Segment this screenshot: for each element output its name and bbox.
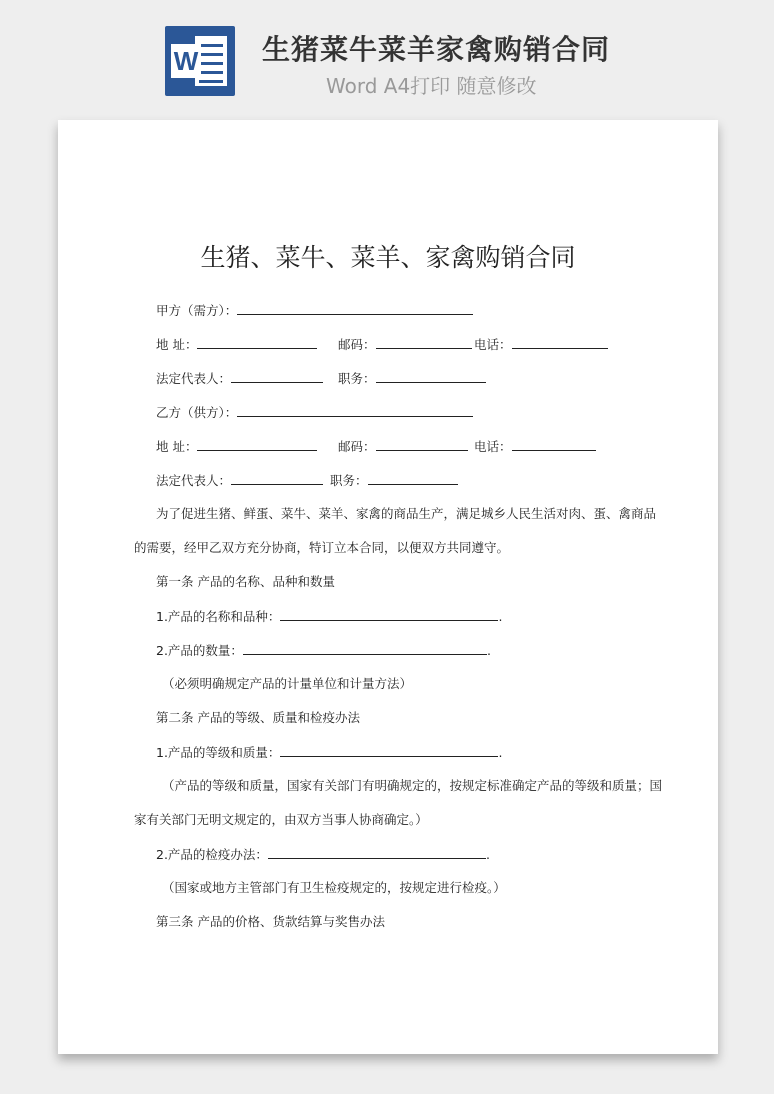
word-doc-icon [165,26,235,96]
party-b-position-line [330,471,458,490]
party-b-address-blank[interactable] [197,437,317,451]
article-2-note-2: （国家或地方主管部门有卫生检疫规定的，按规定进行检疫。） [162,880,506,895]
article-2-item-1-period: . [498,745,503,760]
party-a-address-line [156,335,317,354]
article-2-note-1-line-1: （产品的等级和质量，国家有关部门有明确规定的，按规定标准确定产品的等级和质量；国 [162,778,663,793]
party-a-postcode-blank[interactable] [376,335,472,349]
article-1-item-2-label: 2.产品的数量： [156,643,243,658]
article-3-title: 第三条 产品的价格、货款结算与奖售办法 [156,914,385,929]
article-1-item-1-blank[interactable] [280,607,498,621]
party-b-line [156,403,473,422]
party-b-rep-line [156,471,323,490]
party-b-postcode-blank[interactable] [376,437,468,451]
article-1-item-1-period: . [498,609,503,624]
party-b-label: 乙方（供方）： [156,405,238,420]
article-1-note: （必须明确规定产品的计量单位和计量方法） [162,676,413,691]
party-a-postcode-label: 邮码： [338,337,376,352]
article-2-title: 第二条 产品的等级、质量和检疫办法 [156,710,360,725]
article-2-item-1-label: 1.产品的等级和质量： [156,745,281,760]
party-b-phone-blank[interactable] [512,437,596,451]
party-a-position-label: 职务： [338,371,376,386]
header-subtitle: Word A4打印 随意修改 [326,74,537,98]
party-a-position-blank[interactable] [376,369,486,383]
article-1-title: 第一条 产品的名称、品种和数量 [156,574,335,589]
intro-line-2: 的需要，经甲乙双方充分协商，特订立本合同，以便双方共同遵守。 [134,540,510,555]
party-a-label: 甲方（需方）： [156,303,238,318]
party-a-postcode-line [338,335,472,354]
party-b-position-label: 职务： [330,473,368,488]
party-a-phone-blank[interactable] [512,335,608,349]
article-2-item-2-period: . [485,847,490,862]
party-b-rep-label: 法定代表人： [156,473,232,488]
party-a-rep-blank[interactable] [231,369,323,383]
word-letter: W [171,44,201,78]
party-a-position-line [338,369,486,388]
article-1-item-2-blank[interactable] [243,641,487,655]
intro-line-1: 为了促进生猪、鲜蛋、菜牛、菜羊、家禽的商品生产，满足城乡人民生活对肉、蛋、禽商品 [156,506,657,521]
article-2-item-2-label: 2.产品的检疫办法： [156,847,268,862]
document-page [58,120,718,1054]
party-a-address-blank[interactable] [197,335,317,349]
word-lines [199,44,223,89]
party-a-phone-line [474,335,608,354]
party-b-postcode-line [338,437,468,456]
party-a-address-label: 地 址： [156,337,198,352]
article-2-item-2 [156,845,490,864]
article-1-item-2-period: . [486,643,491,658]
party-b-phone-line [474,437,596,456]
party-a-line [156,301,473,320]
party-b-address-line [156,437,317,456]
header-title: 生猪菜牛菜羊家禽购销合同 [262,33,611,66]
party-b-position-blank[interactable] [368,471,458,485]
article-2-item-2-blank[interactable] [268,845,486,859]
party-b-phone-label: 电话： [474,439,512,454]
header [0,0,774,112]
party-b-rep-blank[interactable] [231,471,323,485]
party-b-address-label: 地 址： [156,439,198,454]
party-a-rep-line [156,369,323,388]
article-1-item-2 [156,641,491,660]
party-a-blank[interactable] [237,301,473,315]
article-2-note-1-line-2: 家有关部门无明文规定的，由双方当事人协商确定。） [134,812,428,827]
party-a-phone-label: 电话： [474,337,512,352]
document-title: 生猪、菜牛、菜羊、家禽购销合同 [200,243,576,272]
article-2-item-1-blank[interactable] [280,743,498,757]
article-2-item-1 [156,743,502,762]
party-b-postcode-label: 邮码： [338,439,376,454]
article-1-item-1-label: 1.产品的名称和品种： [156,609,281,624]
party-b-blank[interactable] [237,403,473,417]
article-1-item-1 [156,607,502,626]
party-a-rep-label: 法定代表人： [156,371,232,386]
